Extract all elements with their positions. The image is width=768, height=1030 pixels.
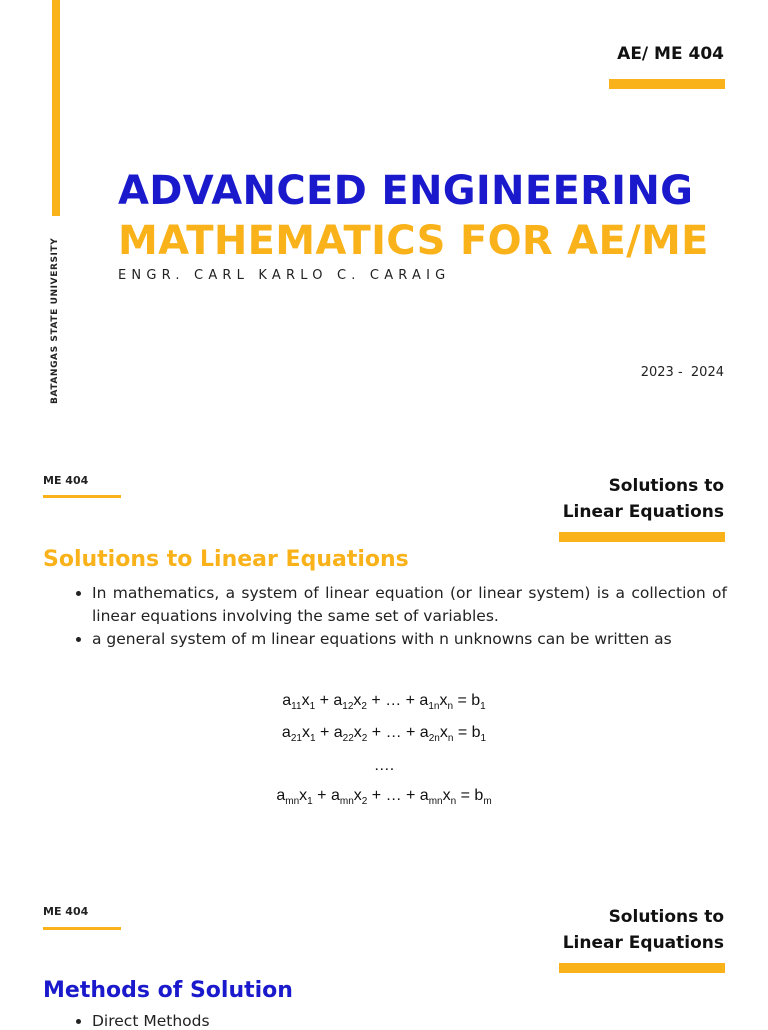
- slide-topic-underline: [559, 532, 725, 542]
- slide-heading: Methods of Solution: [43, 978, 293, 1003]
- equation-row-m: $a_{mn}x_1 + a_{mn}x_2$ + … + $a_{mn}x_n = b_m$: [276, 787, 492, 808]
- left-accent-bar: [52, 0, 60, 216]
- equation-row-1: $a_{11}x_1 + a_{12}x_2$ + … + $a_{1n}x_n = b_1$: [282, 692, 486, 713]
- equation-row-2: $a_{21}x_1 + a_{22}x_2$ + … + $a_{2n}x_n = b_1$: [281, 724, 487, 745]
- university-label: BATANGAS STATE UNIVERSITY: [50, 237, 60, 404]
- equation-ellipsis: ….: [373, 757, 395, 774]
- title-line-2: MATHEMATICS FOR AE/ME: [118, 218, 709, 264]
- slide-topic-line-2: Linear Equations: [562, 502, 724, 522]
- course-code: AE/ ME 404: [617, 44, 724, 64]
- slide-course-code: ME 404: [43, 905, 89, 918]
- slide-topic-underline: [559, 963, 725, 973]
- slide-topic: [563, 473, 724, 525]
- slide-topic: [563, 904, 724, 956]
- slide-topic-line-2: Linear Equations: [562, 933, 724, 953]
- slide-course-code: ME 404: [43, 474, 89, 487]
- bullet-item: • Direct Methods: [92, 1012, 210, 1030]
- slide-heading: Solutions to Linear Equations: [43, 547, 409, 572]
- slide-topic-line-1: Solutions to: [608, 476, 724, 496]
- title-line-1: ADVANCED ENGINEERING: [118, 168, 694, 214]
- bullet-item: • In mathematics, a system of linear equation (or linear system) is a collection of linear equations involving the same set of variables.: [92, 582, 727, 628]
- bullet-item: • a general system of m linear equations with n unknowns can be written as: [92, 628, 727, 651]
- bullet-list: [76, 1012, 210, 1030]
- slide-code-underline: [43, 927, 121, 930]
- author-name: ENGR. CARL KARLO C. CARAIG: [118, 268, 451, 283]
- slide-code-underline: [43, 495, 121, 498]
- academic-year: 2023 - 2024: [640, 365, 724, 380]
- bullet-list: [76, 582, 727, 651]
- slide-topic-line-1: Solutions to: [608, 907, 724, 927]
- course-code-underline: [609, 79, 725, 89]
